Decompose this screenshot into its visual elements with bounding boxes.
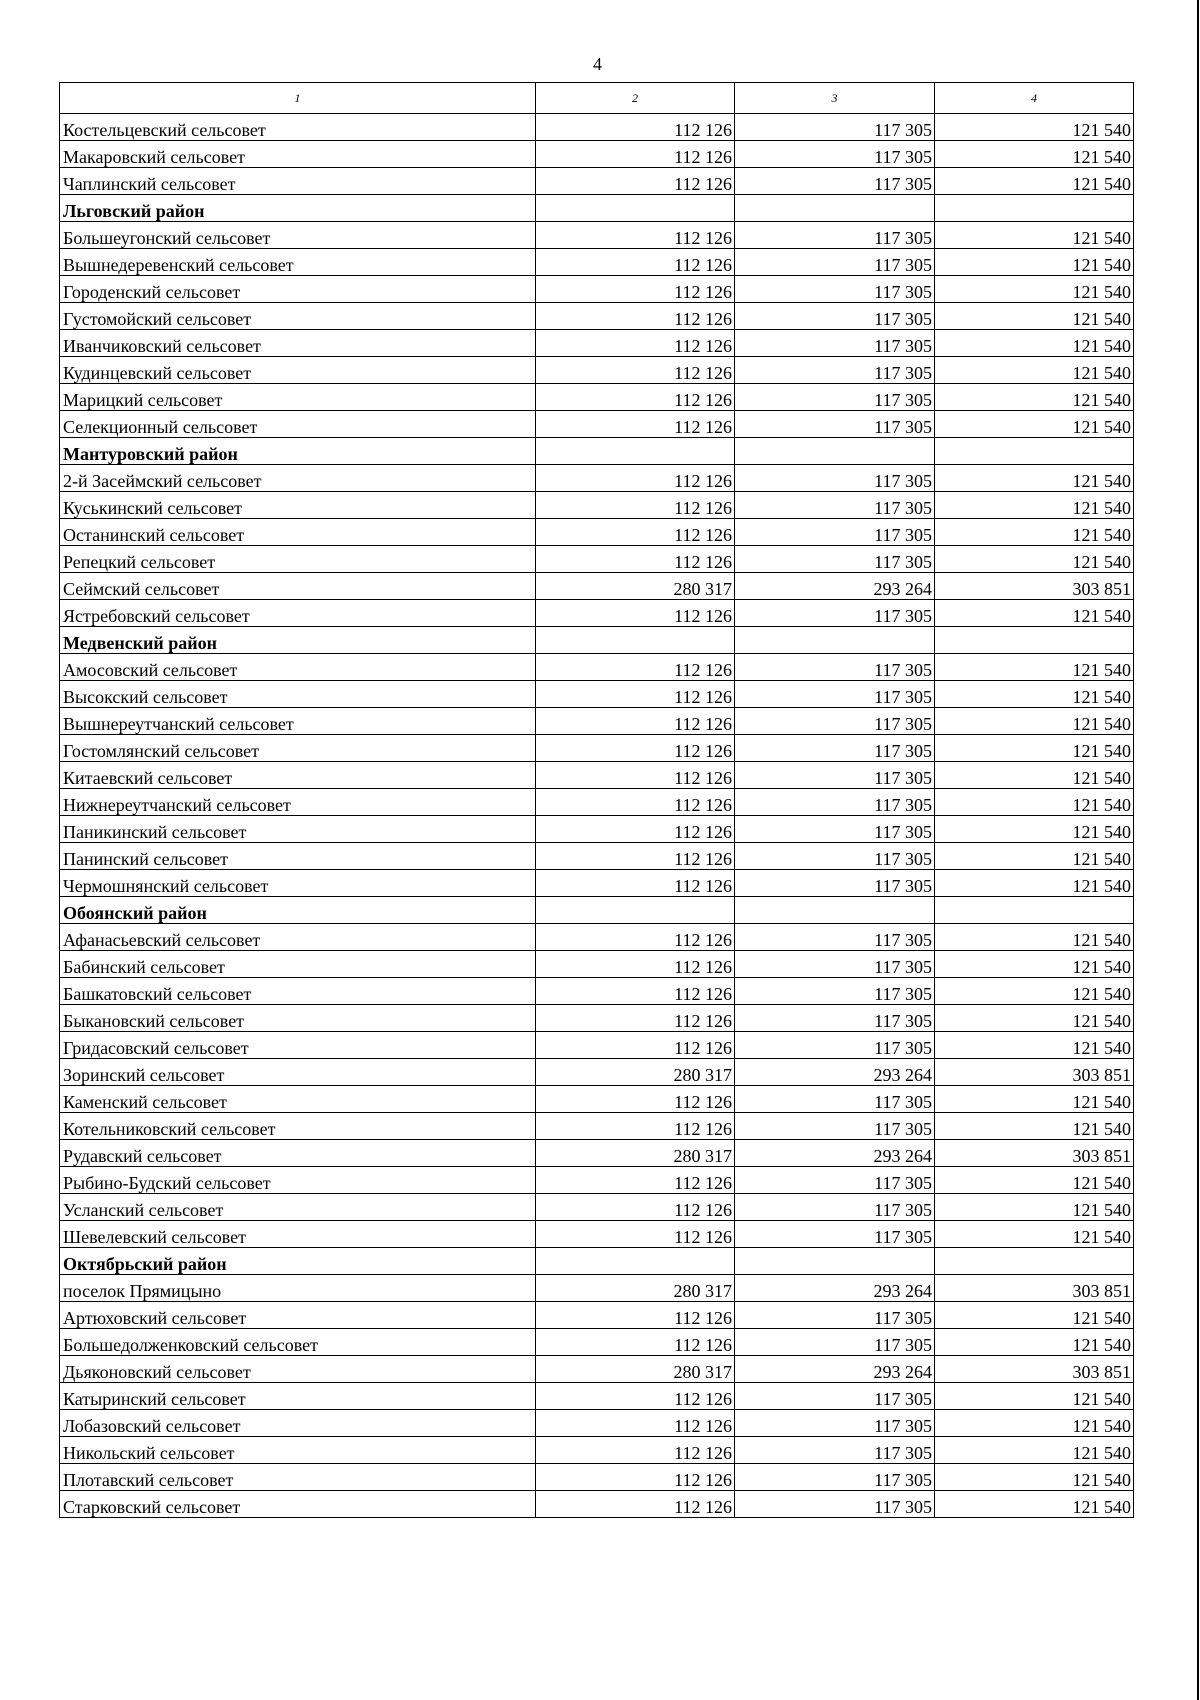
value-column-4: 303 851 xyxy=(935,1356,1134,1383)
value-column-4: 121 540 xyxy=(935,168,1134,195)
value-column-2: 112 126 xyxy=(536,1032,735,1059)
value-column-4: 303 851 xyxy=(935,1059,1134,1086)
value-column-3: 117 305 xyxy=(735,465,935,492)
value-column-4: 121 540 xyxy=(935,708,1134,735)
table-row xyxy=(60,330,1134,357)
table-row xyxy=(60,492,1134,519)
value-column-3: 117 305 xyxy=(735,303,935,330)
settlement-name: Плотавский сельсовет xyxy=(60,1464,536,1491)
table-row xyxy=(60,573,1134,600)
table-row xyxy=(60,924,1134,951)
table-row xyxy=(60,978,1134,1005)
value-column-2: 112 126 xyxy=(536,1113,735,1140)
table-row xyxy=(60,1221,1134,1248)
table-row xyxy=(60,222,1134,249)
settlement-name: поселок Прямицыно xyxy=(60,1275,536,1302)
settlement-name: Катыринский сельсовет xyxy=(60,1383,536,1410)
value-column-4: 121 540 xyxy=(935,276,1134,303)
settlement-name: Останинский сельсовет xyxy=(60,519,536,546)
value-column-3: 117 305 xyxy=(735,789,935,816)
table-row xyxy=(60,1329,1134,1356)
value-column-2: 112 126 xyxy=(536,1194,735,1221)
district-header-row xyxy=(60,195,1134,222)
value-column-2: 112 126 xyxy=(536,1005,735,1032)
value-column-2: 112 126 xyxy=(536,1383,735,1410)
value-column-2: 112 126 xyxy=(536,951,735,978)
table-body xyxy=(60,114,1134,1518)
value-column-2: 112 126 xyxy=(536,168,735,195)
table-row xyxy=(60,1140,1134,1167)
settlement-name: Костельцевский сельсовет xyxy=(60,114,536,141)
value-column-2: 112 126 xyxy=(536,249,735,276)
value-column-3: 293 264 xyxy=(735,1275,935,1302)
value-column-3: 117 305 xyxy=(735,1302,935,1329)
value-column-2: 112 126 xyxy=(536,303,735,330)
value-column-3: 117 305 xyxy=(735,735,935,762)
value-column-2: 112 126 xyxy=(536,519,735,546)
value-column-3: 117 305 xyxy=(735,357,935,384)
value-column-4: 121 540 xyxy=(935,1491,1134,1518)
value-column-2: 112 126 xyxy=(536,276,735,303)
table-row xyxy=(60,141,1134,168)
value-column-2: 112 126 xyxy=(536,1464,735,1491)
value-column-3: 117 305 xyxy=(735,1491,935,1518)
value-column-4: 121 540 xyxy=(935,1194,1134,1221)
settlement-name: Каменский сельсовет xyxy=(60,1086,536,1113)
table-row xyxy=(60,1113,1134,1140)
table-row xyxy=(60,1059,1134,1086)
settlement-name: Панинский сельсовет xyxy=(60,843,536,870)
column-header-1: 1 xyxy=(60,83,536,114)
settlement-name: Быкановский сельсовет xyxy=(60,1005,536,1032)
table-row xyxy=(60,654,1134,681)
table-row xyxy=(60,1194,1134,1221)
page-edge-line xyxy=(1197,0,1199,1700)
value-column-3: 117 305 xyxy=(735,1005,935,1032)
value-column-4: 121 540 xyxy=(935,114,1134,141)
settlement-name: Китаевский сельсовет xyxy=(60,762,536,789)
value-column-2 xyxy=(536,627,735,654)
value-column-2: 112 126 xyxy=(536,978,735,1005)
table-row xyxy=(60,1005,1134,1032)
settlement-name: Большеугонский сельсовет xyxy=(60,222,536,249)
value-column-4: 121 540 xyxy=(935,1032,1134,1059)
value-column-4: 121 540 xyxy=(935,600,1134,627)
value-column-4: 121 540 xyxy=(935,1086,1134,1113)
table-row xyxy=(60,1383,1134,1410)
table-row xyxy=(60,843,1134,870)
value-column-3: 117 305 xyxy=(735,843,935,870)
value-column-2: 112 126 xyxy=(536,330,735,357)
district-name: Медвенский район xyxy=(60,627,536,654)
table-row xyxy=(60,465,1134,492)
settlement-name: Башкатовский сельсовет xyxy=(60,978,536,1005)
value-column-3: 117 305 xyxy=(735,411,935,438)
value-column-4: 121 540 xyxy=(935,411,1134,438)
settlement-name: Макаровский сельсовет xyxy=(60,141,536,168)
value-column-3: 117 305 xyxy=(735,1086,935,1113)
value-column-3: 117 305 xyxy=(735,1167,935,1194)
district-header-row xyxy=(60,897,1134,924)
value-column-3: 293 264 xyxy=(735,1140,935,1167)
value-column-3: 117 305 xyxy=(735,1113,935,1140)
value-column-2: 112 126 xyxy=(536,843,735,870)
table-row xyxy=(60,519,1134,546)
value-column-3 xyxy=(735,438,935,465)
table-row xyxy=(60,1275,1134,1302)
value-column-2: 112 126 xyxy=(536,681,735,708)
value-column-2 xyxy=(536,438,735,465)
table-row xyxy=(60,1491,1134,1518)
table-row xyxy=(60,816,1134,843)
district-header-row xyxy=(60,627,1134,654)
value-column-4: 121 540 xyxy=(935,519,1134,546)
district-header-row xyxy=(60,1248,1134,1275)
value-column-4 xyxy=(935,627,1134,654)
value-column-2 xyxy=(536,1248,735,1275)
value-column-2: 112 126 xyxy=(536,357,735,384)
value-column-4: 121 540 xyxy=(935,1113,1134,1140)
value-column-4: 121 540 xyxy=(935,1437,1134,1464)
value-column-2: 112 126 xyxy=(536,1221,735,1248)
value-column-3: 117 305 xyxy=(735,708,935,735)
settlement-name: Котельниковский сельсовет xyxy=(60,1113,536,1140)
settlement-name: Паникинский сельсовет xyxy=(60,816,536,843)
value-column-4: 121 540 xyxy=(935,1329,1134,1356)
value-column-2 xyxy=(536,897,735,924)
table-row xyxy=(60,114,1134,141)
value-column-3: 117 305 xyxy=(735,870,935,897)
settlement-name: 2-й Засеймский сельсовет xyxy=(60,465,536,492)
value-column-4: 121 540 xyxy=(935,1005,1134,1032)
settlement-name: Большедолженковский сельсовет xyxy=(60,1329,536,1356)
district-name: Мантуровский район xyxy=(60,438,536,465)
value-column-2: 112 126 xyxy=(536,1410,735,1437)
value-column-2: 112 126 xyxy=(536,924,735,951)
value-column-3 xyxy=(735,195,935,222)
value-column-4: 121 540 xyxy=(935,816,1134,843)
value-column-4: 121 540 xyxy=(935,978,1134,1005)
value-column-3: 117 305 xyxy=(735,546,935,573)
value-column-4: 121 540 xyxy=(935,762,1134,789)
value-column-3: 117 305 xyxy=(735,924,935,951)
settlement-name: Гридасовский сельсовет xyxy=(60,1032,536,1059)
value-column-2: 280 317 xyxy=(536,573,735,600)
value-column-3 xyxy=(735,1248,935,1275)
value-column-3: 117 305 xyxy=(735,681,935,708)
value-column-2: 112 126 xyxy=(536,114,735,141)
value-column-3: 117 305 xyxy=(735,1383,935,1410)
value-column-2: 112 126 xyxy=(536,1491,735,1518)
settlement-name: Марицкий сельсовет xyxy=(60,384,536,411)
district-name: Льговский район xyxy=(60,195,536,222)
settlement-name: Иванчиковский сельсовет xyxy=(60,330,536,357)
table-row xyxy=(60,1410,1134,1437)
value-column-2: 112 126 xyxy=(536,762,735,789)
table-row xyxy=(60,249,1134,276)
table-row xyxy=(60,951,1134,978)
value-column-2: 112 126 xyxy=(536,411,735,438)
value-column-4: 121 540 xyxy=(935,681,1134,708)
value-column-2: 112 126 xyxy=(536,1167,735,1194)
value-column-3: 117 305 xyxy=(735,951,935,978)
value-column-2: 112 126 xyxy=(536,1302,735,1329)
value-column-3: 117 305 xyxy=(735,600,935,627)
settlement-name: Афанасьевский сельсовет xyxy=(60,924,536,951)
value-column-2: 112 126 xyxy=(536,654,735,681)
value-column-4: 121 540 xyxy=(935,1221,1134,1248)
value-column-3: 117 305 xyxy=(735,1437,935,1464)
settlement-name: Никольский сельсовет xyxy=(60,1437,536,1464)
settlement-name: Усланский сельсовет xyxy=(60,1194,536,1221)
value-column-4: 303 851 xyxy=(935,1275,1134,1302)
value-column-4 xyxy=(935,195,1134,222)
table-row xyxy=(60,384,1134,411)
settlement-name: Кудинцевский сельсовет xyxy=(60,357,536,384)
value-column-4: 121 540 xyxy=(935,924,1134,951)
value-column-3: 117 305 xyxy=(735,519,935,546)
settlement-name: Городенский сельсовет xyxy=(60,276,536,303)
table-row xyxy=(60,762,1134,789)
value-column-3: 117 305 xyxy=(735,1032,935,1059)
value-column-2: 112 126 xyxy=(536,465,735,492)
value-column-3: 117 305 xyxy=(735,114,935,141)
value-column-3: 117 305 xyxy=(735,168,935,195)
value-column-2: 280 317 xyxy=(536,1059,735,1086)
value-column-2: 112 126 xyxy=(536,735,735,762)
value-column-4: 303 851 xyxy=(935,1140,1134,1167)
value-column-4: 121 540 xyxy=(935,654,1134,681)
value-column-2: 112 126 xyxy=(536,222,735,249)
settlement-name: Рыбино-Будский сельсовет xyxy=(60,1167,536,1194)
value-column-4: 121 540 xyxy=(935,1302,1134,1329)
value-column-3: 117 305 xyxy=(735,141,935,168)
table-row xyxy=(60,789,1134,816)
value-column-4: 121 540 xyxy=(935,1410,1134,1437)
value-column-2: 112 126 xyxy=(536,708,735,735)
table-row xyxy=(60,735,1134,762)
value-column-4: 121 540 xyxy=(935,357,1134,384)
settlement-name: Сеймский сельсовет xyxy=(60,573,536,600)
table-row xyxy=(60,303,1134,330)
district-name: Октябрьский район xyxy=(60,1248,536,1275)
value-column-2: 280 317 xyxy=(536,1356,735,1383)
value-column-4: 121 540 xyxy=(935,303,1134,330)
settlement-name: Чермошнянский сельсовет xyxy=(60,870,536,897)
column-number-header-row xyxy=(60,83,1134,114)
settlement-name: Артюховский сельсовет xyxy=(60,1302,536,1329)
value-column-3: 293 264 xyxy=(735,573,935,600)
value-column-3: 293 264 xyxy=(735,1356,935,1383)
value-column-3: 117 305 xyxy=(735,1410,935,1437)
value-column-3: 117 305 xyxy=(735,1464,935,1491)
value-column-4: 121 540 xyxy=(935,1167,1134,1194)
value-column-4: 121 540 xyxy=(935,141,1134,168)
value-column-2: 280 317 xyxy=(536,1140,735,1167)
value-column-4: 121 540 xyxy=(935,1383,1134,1410)
value-column-3: 117 305 xyxy=(735,762,935,789)
value-column-2: 112 126 xyxy=(536,141,735,168)
value-column-3: 117 305 xyxy=(735,249,935,276)
table-row xyxy=(60,600,1134,627)
column-header-3: 3 xyxy=(735,83,935,114)
value-column-2 xyxy=(536,195,735,222)
value-column-3: 117 305 xyxy=(735,1221,935,1248)
settlement-name: Старковский сельсовет xyxy=(60,1491,536,1518)
value-column-3 xyxy=(735,897,935,924)
value-column-4: 121 540 xyxy=(935,249,1134,276)
settlement-name: Шевелевский сельсовет xyxy=(60,1221,536,1248)
value-column-4 xyxy=(935,438,1134,465)
table-row xyxy=(60,1032,1134,1059)
value-column-4: 121 540 xyxy=(935,492,1134,519)
value-column-2: 112 126 xyxy=(536,1086,735,1113)
table-row xyxy=(60,708,1134,735)
table-row xyxy=(60,546,1134,573)
value-column-3: 117 305 xyxy=(735,492,935,519)
table-row xyxy=(60,1464,1134,1491)
value-column-2: 112 126 xyxy=(536,600,735,627)
table-row xyxy=(60,870,1134,897)
page-number: 4 xyxy=(593,54,602,74)
value-column-3: 117 305 xyxy=(735,222,935,249)
value-column-3 xyxy=(735,627,935,654)
district-header-row xyxy=(60,438,1134,465)
settlement-name: Зоринский сельсовет xyxy=(60,1059,536,1086)
value-column-2: 112 126 xyxy=(536,546,735,573)
value-column-4 xyxy=(935,897,1134,924)
value-column-4: 121 540 xyxy=(935,546,1134,573)
table-row xyxy=(60,1086,1134,1113)
value-column-3: 117 305 xyxy=(735,1329,935,1356)
settlement-name: Гостомлянский сельсовет xyxy=(60,735,536,762)
value-column-4: 303 851 xyxy=(935,573,1134,600)
value-column-2: 112 126 xyxy=(536,1437,735,1464)
value-column-4: 121 540 xyxy=(935,951,1134,978)
settlement-name: Чаплинский сельсовет xyxy=(60,168,536,195)
value-column-4: 121 540 xyxy=(935,465,1134,492)
column-header-2: 2 xyxy=(536,83,735,114)
table-row xyxy=(60,357,1134,384)
settlement-name: Амосовский сельсовет xyxy=(60,654,536,681)
table-row xyxy=(60,1167,1134,1194)
value-column-3: 117 305 xyxy=(735,384,935,411)
settlement-name: Высокский сельсовет xyxy=(60,681,536,708)
value-column-4: 121 540 xyxy=(935,1464,1134,1491)
value-column-3: 117 305 xyxy=(735,978,935,1005)
table-row xyxy=(60,276,1134,303)
table-row xyxy=(60,1437,1134,1464)
value-column-2: 280 317 xyxy=(536,1275,735,1302)
value-column-4 xyxy=(935,1248,1134,1275)
value-column-4: 121 540 xyxy=(935,735,1134,762)
value-column-4: 121 540 xyxy=(935,789,1134,816)
allocation-table xyxy=(59,82,1134,1518)
value-column-3: 117 305 xyxy=(735,1194,935,1221)
settlement-name: Вышнереутчанский сельсовет xyxy=(60,708,536,735)
settlement-name: Ястребовский сельсовет xyxy=(60,600,536,627)
value-column-4: 121 540 xyxy=(935,843,1134,870)
value-column-3: 117 305 xyxy=(735,276,935,303)
value-column-2: 112 126 xyxy=(536,492,735,519)
settlement-name: Дьяконовский сельсовет xyxy=(60,1356,536,1383)
value-column-4: 121 540 xyxy=(935,222,1134,249)
value-column-2: 112 126 xyxy=(536,384,735,411)
table-row xyxy=(60,1302,1134,1329)
settlement-name: Нижнереутчанский сельсовет xyxy=(60,789,536,816)
value-column-4: 121 540 xyxy=(935,384,1134,411)
settlement-name: Бабинский сельсовет xyxy=(60,951,536,978)
settlement-name: Репецкий сельсовет xyxy=(60,546,536,573)
district-name: Обоянский район xyxy=(60,897,536,924)
table-row xyxy=(60,411,1134,438)
value-column-4: 121 540 xyxy=(935,870,1134,897)
column-header-4: 4 xyxy=(935,83,1134,114)
settlement-name: Рудавский сельсовет xyxy=(60,1140,536,1167)
value-column-4: 121 540 xyxy=(935,330,1134,357)
settlement-name: Куськинский сельсовет xyxy=(60,492,536,519)
table-row xyxy=(60,1356,1134,1383)
settlement-name: Густомойский сельсовет xyxy=(60,303,536,330)
value-column-2: 112 126 xyxy=(536,1329,735,1356)
value-column-2: 112 126 xyxy=(536,816,735,843)
settlement-name: Вышнедеревенский сельсовет xyxy=(60,249,536,276)
value-column-2: 112 126 xyxy=(536,870,735,897)
value-column-3: 293 264 xyxy=(735,1059,935,1086)
settlement-name: Лобазовский сельсовет xyxy=(60,1410,536,1437)
settlement-name: Селекционный сельсовет xyxy=(60,411,536,438)
value-column-3: 117 305 xyxy=(735,654,935,681)
value-column-2: 112 126 xyxy=(536,789,735,816)
value-column-3: 117 305 xyxy=(735,330,935,357)
table-row xyxy=(60,681,1134,708)
table-row xyxy=(60,168,1134,195)
value-column-3: 117 305 xyxy=(735,816,935,843)
